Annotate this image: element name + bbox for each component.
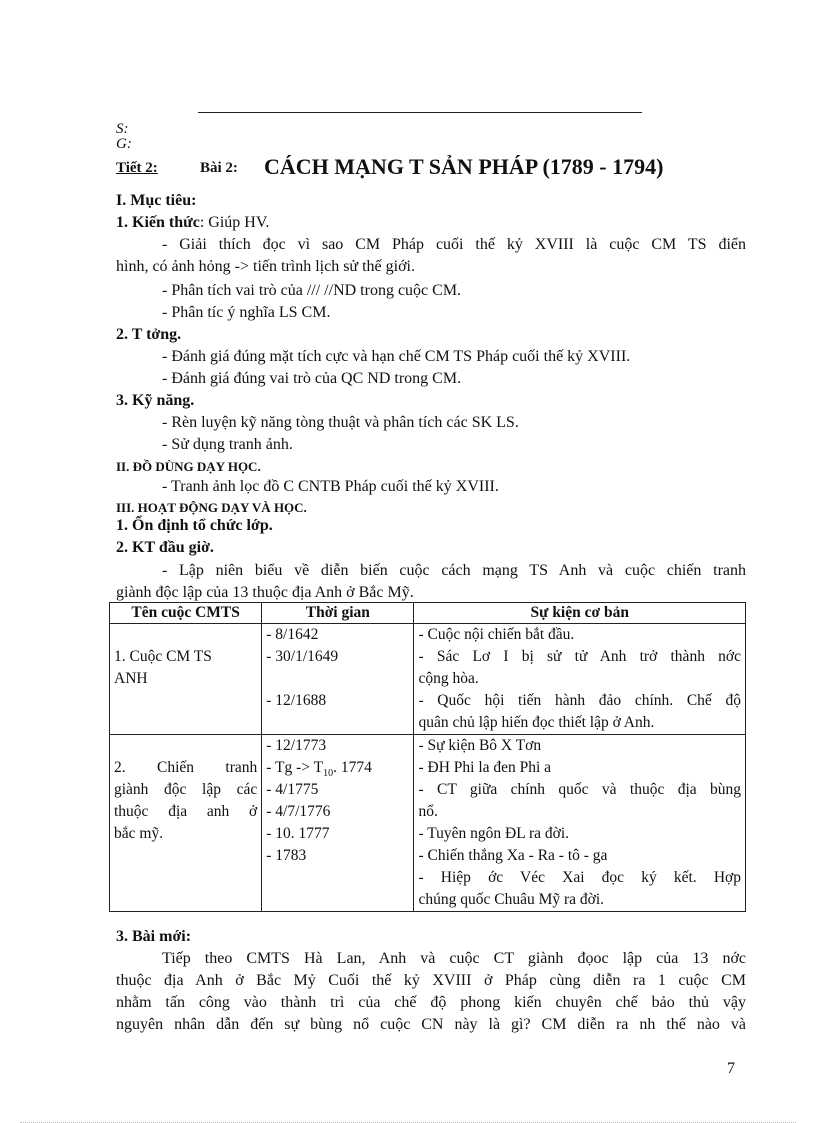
kien-thuc-line: [116, 212, 746, 234]
row2-time-sub: 10: [323, 768, 334, 780]
row2-name-line: bắc mỹ.: [114, 825, 164, 842]
row2-time: - 4/1775: [266, 781, 319, 798]
g-label: G:: [116, 136, 132, 152]
header-thoi-gian: Thời gian: [262, 603, 414, 624]
page-number: 7: [727, 1060, 735, 1077]
row2-time-suffix: . 1774: [333, 759, 372, 776]
kn-item-1: - Rèn luyện kỹ năng tòng thuật và phân tích các SK LS.: [162, 414, 519, 431]
bai-moi-line: Tiếp theo CMTS Hà Lan, Anh và cuộc CT giành đọoc lập của 13 nớc: [162, 950, 746, 967]
tt-item-2: - Đánh giá đúng vai trò của QC ND trong CM.: [162, 370, 462, 387]
hoat-dong-heading: III. HOẠT ĐỘNG DẠY VÀ HỌC.: [116, 500, 307, 515]
kt-item-3: - Phân tíc ý nghĩa LS CM.: [162, 304, 331, 321]
kt-dau-gio-heading: 2. KT đầu giờ.: [116, 539, 214, 556]
row2-name-line: giành độc lập các: [114, 781, 258, 798]
kt-item-1-cont: hình, có ảnh hỏng -> tiến trình lịch sử thế giới.: [116, 258, 415, 275]
bai-moi-line: thuộc địa Anh ở Bắc Mỷ Cuối thế kỷ XVIII ở Pháp cùng diễn ra 1 cuộc CM: [116, 972, 746, 989]
row1-event: cộng hòa.: [418, 670, 479, 687]
kt-item-1: - Giải thích đọc vì sao CM Pháp cuối thế kỷ XVIII là cuộc CM TS điển: [162, 236, 746, 253]
row2-time: - 12/1773: [266, 737, 327, 754]
do-dung-item: - Tranh ảnh lọc đồ C CNTB Pháp cuối thế kỷ XVIII.: [162, 478, 499, 495]
row1-name: [110, 624, 262, 735]
table-header-row: [110, 603, 746, 624]
kt-text-2: giành độc lập của 13 thuộc địa Anh ở Bắc Mỹ.: [116, 584, 414, 601]
row1-name-line: ANH: [114, 670, 148, 687]
row2-time: - 1783: [266, 847, 307, 864]
row1-time: - 12/1688: [266, 692, 327, 709]
table-row: [110, 624, 746, 735]
lesson-title-row: [116, 152, 756, 184]
row2-event: - ĐH Phi la đen Phi a: [418, 759, 552, 776]
row1-name-line: [114, 690, 257, 712]
kien-thuc-heading: 1. Kiến thức: [116, 214, 200, 231]
row2-event: - Tuyên ngôn ĐL ra đời.: [418, 825, 570, 842]
row1-time: - 30/1/1649: [266, 648, 339, 665]
row2-time-prefix: - Tg -> T: [266, 759, 324, 776]
lesson-title: CÁCH MẠNG T SẢN PHÁP (1789 - 1794): [264, 154, 664, 179]
tu-tuong-heading: 2. T tởng.: [116, 326, 182, 343]
row2-name-line: 2. Chiến tranh: [114, 759, 258, 776]
row1-event: - Cuộc nội chiến bắt đầu.: [418, 626, 575, 643]
row2-event: - Sự kiện Bô X Tơn: [418, 737, 542, 754]
row2-event: - CT giữa chính quốc và thuộc địa bùng: [418, 781, 741, 798]
row1-time: - 8/1642: [266, 626, 319, 643]
row2-time: [266, 757, 409, 779]
row1-name-line: [114, 624, 257, 646]
do-dung-heading: II. ĐỒ DÙNG DẠY HỌC.: [116, 459, 261, 474]
row1-event: quân chủ lập hiến đọc thiết lập ở Anh.: [418, 714, 655, 731]
row1-events: [414, 624, 746, 735]
row2-times: [262, 735, 414, 912]
row2-name-line: thuộc địa anh ở: [114, 803, 258, 820]
row2-event: nổ.: [418, 803, 438, 820]
header-su-kien: Sự kiện cơ bản: [414, 603, 746, 624]
row1-name-line: 1. Cuộc CM TS: [114, 648, 212, 665]
bai-moi-line: nhằm tấn công vào thành trì của chế độ phong kiến chuyên chế bảo thủ vậy: [116, 994, 746, 1011]
section-muc-tieu: I. Mục tiêu:: [116, 192, 197, 209]
revolutions-table: [109, 602, 746, 912]
bai-moi-line: nguyên nhân dẫn đến sự bùng nổ cuộc CN này là gì? CM diễn ra nh thế nào và: [116, 1016, 746, 1033]
row1-event: - Sác Lơ I bị sử tử Anh trở thành nớc: [418, 648, 741, 665]
kn-item-2: - Sử dụng tranh ảnh.: [162, 436, 293, 453]
row1-event: - Quốc hội tiến hành đảo chính. Chế độ: [418, 692, 741, 709]
row2-name-line: [114, 735, 257, 757]
kien-thuc-text: : Giúp HV.: [199, 214, 270, 231]
on-dinh-heading: 1. Ổn định tổ chức lớp.: [116, 517, 273, 534]
s-label: S:: [116, 121, 129, 137]
row2-time: - 10. 1777: [266, 825, 330, 842]
tiet-label: Tiết 2:: [116, 160, 158, 176]
header-rule: [198, 112, 642, 113]
bai-label: Bài 2:: [200, 160, 238, 176]
bai-moi-heading: 3. Bài mới:: [116, 928, 192, 945]
row2-events: [414, 735, 746, 912]
kt-item-2: - Phân tích vai trò của /// //ND trong cuộc CM.: [162, 282, 462, 299]
row2-event: chúng quốc Chuâu Mỹ ra đời.: [418, 891, 605, 908]
ky-nang-heading: 3. Kỹ năng.: [116, 392, 195, 409]
tt-item-1: - Đánh giá đúng mặt tích cực và hạn chế CM TS Pháp cuối thế kỷ XVIII.: [162, 348, 631, 365]
row2-event: - Chiến thắng Xa - Ra - tô - ga: [418, 847, 608, 864]
header-ten-cuoc: Tên cuộc CMTS: [110, 603, 262, 624]
table-row: [110, 735, 746, 912]
row2-time: - 4/7/1776: [266, 803, 331, 820]
row2-name: [110, 735, 262, 912]
kt-text-1: - Lập niên biểu về diễn biến cuộc cách mạng TS Anh và cuộc chiến tranh: [162, 562, 746, 579]
row1-time: [266, 668, 409, 690]
row1-times: [262, 624, 414, 735]
row2-event: - Hiệp ớc Véc Xai đọc ký kết. Hợp: [418, 869, 741, 886]
